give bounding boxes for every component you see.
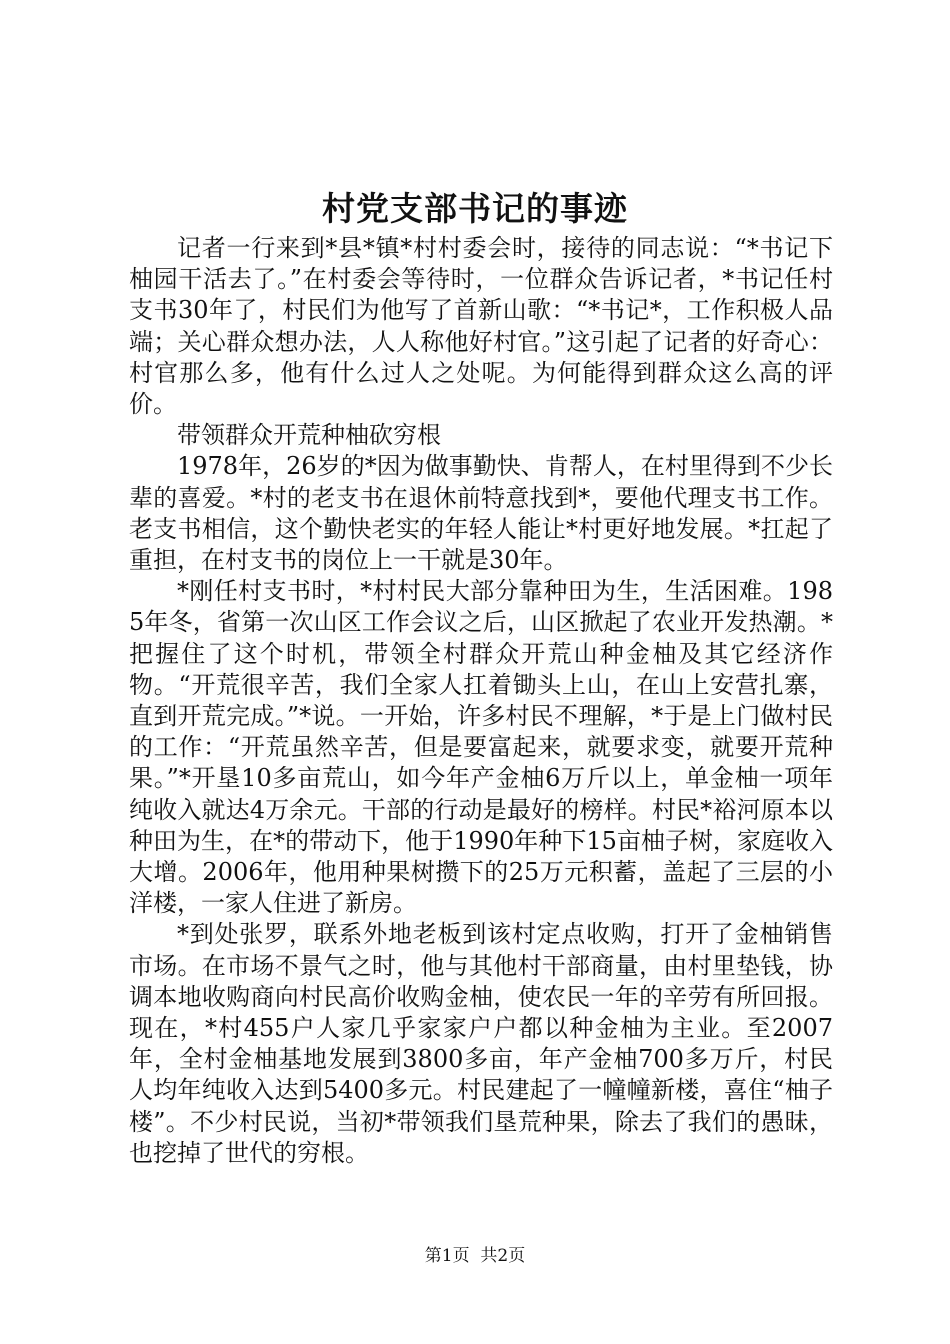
paragraph-market: *到处张罗，联系外地老板到该村定点收购，打开了金柚销售市场。在市场不景气之时，他与其他村干部商量，由村里垫钱，协调本地收购商向村民高价收购金柚，使农民一年的辛劳有所回报。现在，*村455户人家几乎家家户户都以种金柚为主业。至2007年，全村金柚基地发展到3800多亩，年产金柚700多万斤，村民人均年纯收入达到5400多元。村民建起了一幢幢新楼，喜住“柚子楼”。不少村民说，当初*带领我们垦荒种果，除去了我们的愚昧，也挖掉了世代的穷根。 [129, 920, 833, 1167]
document-title: 村党支部书记的事迹 [322, 189, 628, 228]
page-number: 第1页 [424, 1246, 470, 1266]
page-total: 共2页 [480, 1246, 526, 1266]
page-footer [0, 1244, 950, 1268]
section-heading: 带领群众开荒种柚砍穷根 [177, 421, 441, 450]
paragraph-intro: 记者一行来到*县*镇*村村委会时，接待的同志说：“*书记下柚园干活去了。”在村委会等待时，一位群众告诉记者，*书记任村支书30年了，村民们为他写了首新山歌：“*书记*，工作积极人品端；关心群众想办法，人人称他好村官。”这引起了记者的好奇心：村官那么多，他有什么过人之处呢。为何能得到群众这么高的评价。 [129, 234, 833, 419]
paragraph-1978: 1978年，26岁的*因为做事勤快、肯帮人，在村里得到不少长辈的喜爱。*村的老支书在退休前特意找到*，要他代理支书工作。老支书相信，这个勤快老实的年轻人能让*村更好地发展。*扛起了重担，在村支书的岗位上一干就是30年。 [129, 452, 833, 575]
document-body [129, 233, 833, 1169]
paragraph-reclaim: *刚任村支书时，*村村民大部分靠种田为生，生活困难。1985年冬，省第一次山区工作会议之后，山区掀起了农业开发热潮。*把握住了这个时机，带领全村群众开荒山种金柚及其它经济作物。“开荒很辛苦，我们全家人扛着锄头上山，在山上安营扎寨，直到开荒完成。”*说。一开始，许多村民不理解，*于是上门做村民的工作：“开荒虽然辛苦，但是要富起来，就要求变，就要开荒种果。”*开垦10多亩荒山，如今年产金柚6万斤以上，单金柚一项年纯收入就达4万余元。干部的行动是最好的榜样。村民*裕河原本以种田为生，在*的带动下，他于1990年种下15亩柚子树，家庭收入大增。2006年，他用种果树攒下的25万元积蓄，盖起了三层的小洋楼，一家人住进了新房。 [129, 577, 833, 918]
